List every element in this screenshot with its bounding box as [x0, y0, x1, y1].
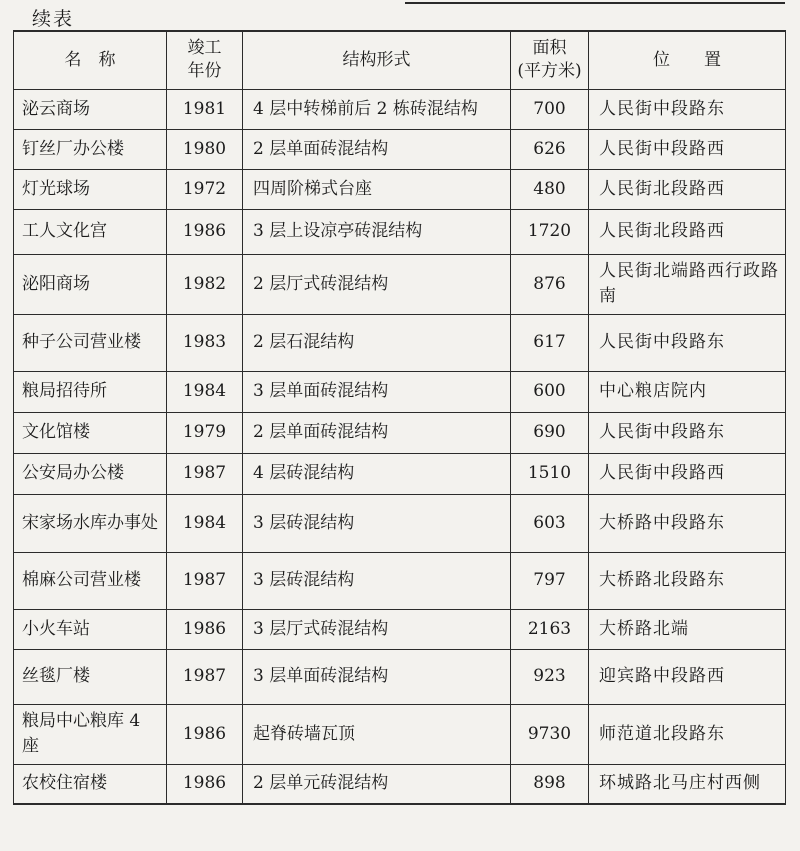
- cell-location: 大桥路北端: [589, 609, 786, 649]
- column-header-area-line1: 面积: [532, 38, 567, 59]
- cell-location: 人民街北段路西: [589, 209, 786, 254]
- cell-name: 工人文化宫: [14, 209, 167, 254]
- cell-area: 480: [511, 169, 589, 209]
- cell-location: 大桥路中段路东: [589, 494, 786, 552]
- cell-name: 文化馆楼: [14, 412, 167, 453]
- cell-year: 1986: [167, 609, 243, 649]
- cell-location: 环城路北马庄村西侧: [589, 764, 786, 804]
- cell-name: 钉丝厂办公楼: [14, 129, 167, 169]
- cell-structure: 2 层厅式砖混结构: [243, 254, 511, 314]
- cell-year: 1986: [167, 704, 243, 764]
- cell-area: 1510: [511, 453, 589, 494]
- cell-year: 1984: [167, 371, 243, 412]
- buildings-table: [13, 30, 786, 805]
- cell-name: 公安局办公楼: [14, 453, 167, 494]
- cell-location: 人民街中段路西: [589, 129, 786, 169]
- cell-area: 923: [511, 649, 589, 704]
- table-row: [14, 704, 786, 764]
- cell-location: 人民街中段路东: [589, 412, 786, 453]
- cell-structure: 3 层单面砖混结构: [243, 371, 511, 412]
- page-header: [0, 0, 800, 30]
- cell-year: 1979: [167, 412, 243, 453]
- column-header-name: 名 称: [14, 31, 167, 89]
- column-header-structure: 结构形式: [243, 31, 511, 89]
- table-row: [14, 764, 786, 804]
- cell-year: 1987: [167, 453, 243, 494]
- cell-area: 700: [511, 89, 589, 129]
- cell-area: 690: [511, 412, 589, 453]
- cell-location: 人民街中段路西: [589, 453, 786, 494]
- cell-year: 1981: [167, 89, 243, 129]
- cell-location: 师范道北段路东: [589, 704, 786, 764]
- table-row: [14, 609, 786, 649]
- cell-name: 泌云商场: [14, 89, 167, 129]
- cell-area: 617: [511, 314, 589, 371]
- continued-table-label: 续表: [32, 8, 75, 30]
- cell-area: 600: [511, 371, 589, 412]
- cell-structure: 起脊砖墙瓦顶: [243, 704, 511, 764]
- cell-area: 626: [511, 129, 589, 169]
- cell-structure: 3 层厅式砖混结构: [243, 609, 511, 649]
- cell-location: 中心粮店院内: [589, 371, 786, 412]
- table-row: [14, 254, 786, 314]
- cell-area: 603: [511, 494, 589, 552]
- table-header-row: [14, 31, 786, 89]
- cell-year: 1980: [167, 129, 243, 169]
- cell-structure: 四周阶梯式台座: [243, 169, 511, 209]
- cell-name: 种子公司营业楼: [14, 314, 167, 371]
- cell-structure: 3 层砖混结构: [243, 552, 511, 609]
- column-header-area: [511, 31, 589, 89]
- table-row: [14, 209, 786, 254]
- cell-structure: 3 层上设凉亭砖混结构: [243, 209, 511, 254]
- cell-name: 小火车站: [14, 609, 167, 649]
- cell-year: 1986: [167, 209, 243, 254]
- table-row: [14, 89, 786, 129]
- column-header-year-line1: 竣工: [187, 38, 222, 59]
- cell-structure: 2 层单元砖混结构: [243, 764, 511, 804]
- column-header-area-line2: (平方米): [517, 61, 582, 82]
- cell-year: 1972: [167, 169, 243, 209]
- cell-name: 粮局招待所: [14, 371, 167, 412]
- table-row: [14, 552, 786, 609]
- cell-name: 灯光球场: [14, 169, 167, 209]
- cell-structure: 4 层中转梯前后 2 栋砖混结构: [243, 89, 511, 129]
- cell-year: 1987: [167, 552, 243, 609]
- table-row: [14, 169, 786, 209]
- table-row: [14, 453, 786, 494]
- cell-year: 1983: [167, 314, 243, 371]
- cell-area: 898: [511, 764, 589, 804]
- header-rule: [405, 2, 785, 4]
- cell-area: 876: [511, 254, 589, 314]
- cell-area: 1720: [511, 209, 589, 254]
- cell-name: 棉麻公司营业楼: [14, 552, 167, 609]
- cell-area: 797: [511, 552, 589, 609]
- table-row: [14, 129, 786, 169]
- cell-structure: 2 层单面砖混结构: [243, 129, 511, 169]
- cell-location: 人民街中段路东: [589, 89, 786, 129]
- cell-location: 迎宾路中段路西: [589, 649, 786, 704]
- table-row: [14, 371, 786, 412]
- cell-area: 9730: [511, 704, 589, 764]
- column-header-year-line2: 年份: [187, 61, 222, 82]
- cell-location: 大桥路北段路东: [589, 552, 786, 609]
- cell-structure: 3 层单面砖混结构: [243, 649, 511, 704]
- cell-area: 2163: [511, 609, 589, 649]
- column-header-location: 位 置: [589, 31, 786, 89]
- cell-name: 泌阳商场: [14, 254, 167, 314]
- table-row: [14, 314, 786, 371]
- cell-location: 人民街中段路东: [589, 314, 786, 371]
- cell-structure: 2 层单面砖混结构: [243, 412, 511, 453]
- cell-name: 农校住宿楼: [14, 764, 167, 804]
- cell-name: 粮局中心粮库 4 座: [14, 704, 167, 764]
- cell-year: 1982: [167, 254, 243, 314]
- cell-year: 1986: [167, 764, 243, 804]
- table-row: [14, 649, 786, 704]
- cell-structure: 2 层石混结构: [243, 314, 511, 371]
- cell-name: 丝毯厂楼: [14, 649, 167, 704]
- cell-year: 1984: [167, 494, 243, 552]
- cell-name: 宋家场水库办事处: [14, 494, 167, 552]
- table-row: [14, 494, 786, 552]
- table-row: [14, 412, 786, 453]
- cell-location: 人民街北段路西: [589, 169, 786, 209]
- cell-structure: 4 层砖混结构: [243, 453, 511, 494]
- cell-location: 人民街北端路西行政路南: [589, 254, 786, 314]
- cell-year: 1987: [167, 649, 243, 704]
- column-header-year: [167, 31, 243, 89]
- cell-structure: 3 层砖混结构: [243, 494, 511, 552]
